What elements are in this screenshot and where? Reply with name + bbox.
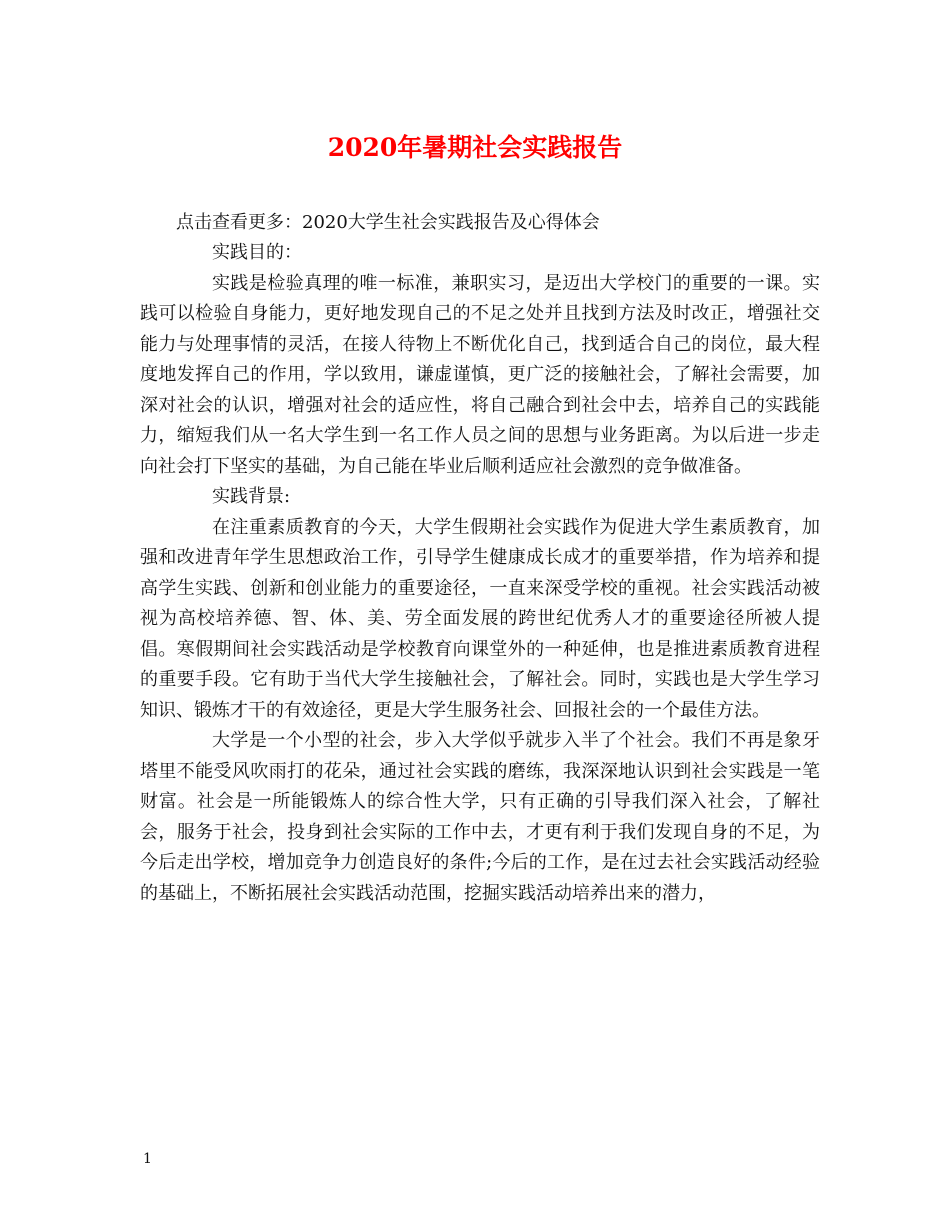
- page-title: 2020年暑期社会实践报告: [327, 133, 623, 162]
- paragraph-university: 大学是一个小型的社会，步入大学似乎就步入半了个社会。我们不再是象牙塔里不能受风吹雨打的花朵，通过社会实践的磨练，我深深地认识到社会实践是一笔财富。社会是一所能锻炼人的综合性大学，只有正确的引导我们深入社会，了解社会，服务于社会，投身到社会实际的工作中去，才更有利于我们发现自身的不足，为今后走出学校，增加竞争力创造良好的条件;今后的工作，是在过去社会实践活动经验的基础上，不断拓展社会实践活动范围，挖掘实践活动培养出来的潜力，: [140, 730, 820, 904]
- lead-link-text: 点击查看更多：2020大学生社会实践报告及心得体会: [176, 212, 600, 233]
- paragraph-purpose: 实践是检验真理的唯一标准，兼职实习，是迈出大学校门的重要的一课。实践可以检验自身能力，更好地发现自己的不足之处并且找到方法及时改正，增强社交能力与处理事情的灵活，在接人待物上不断优化自己，找到适合自己的岗位，最大程度地发挥自己的作用，学以致用，谦虚谨慎，更广泛的接触社会，了解社会需要，加深对社会的认识，增强对社会的适应性，将自己融合到社会中去，培养自己的实践能力，缩短我们从一名大学生到一名工作人员之间的思想与业务距离。为以后进一步走向社会打下坚实的基础，为自己能在毕业后顺利适应社会激烈的竞争做准备。: [140, 272, 820, 477]
- section-heading-purpose: 实践目的：: [212, 242, 302, 263]
- paragraph-background: 在注重素质教育的今天，大学生假期社会实践作为促进大学生素质教育，加强和改进青年学生思想政治工作，引导学生健康成长成才的重要举措，作为培养和提高学生实践、创新和创业能力的重要途径，一直来深受学校的重视。社会实践活动被视为高校培养德、智、体、美、劳全面发展的跨世纪优秀人才的重要途径所被人提倡。寒假期间社会实践活动是学校教育向课堂外的一种延伸，也是推进素质教育进程的重要手段。它有助于当代大学生接触社会，了解社会。同时，实践也是大学生学习知识、锻炼才干的有效途径，更是大学生服务社会、回报社会的一个最佳方法。: [140, 516, 820, 721]
- page-number: 1: [143, 1151, 152, 1167]
- section-heading-background: 实践背景:: [212, 486, 291, 507]
- body-text: [140, 238, 820, 909]
